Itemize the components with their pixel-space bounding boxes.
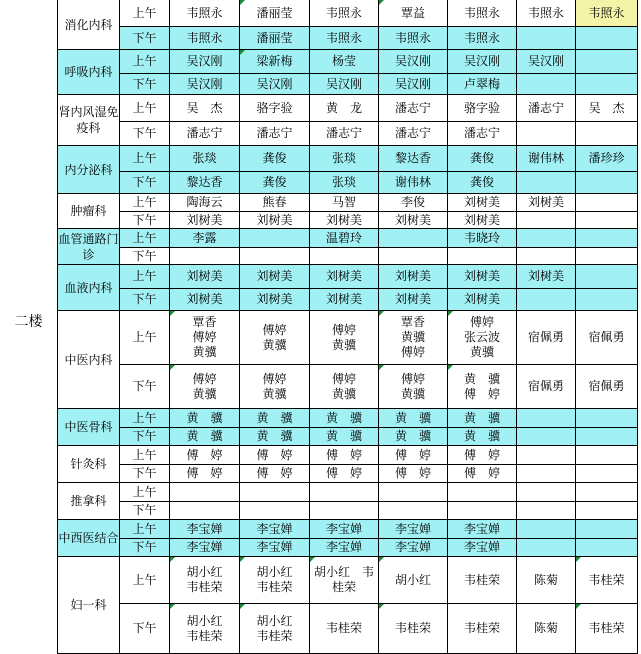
doctor-cell — [576, 172, 638, 194]
doctor-cell: 潘丽莹 — [240, 0, 310, 27]
doctor-cell — [576, 122, 638, 146]
session-cell: 下午 — [120, 428, 170, 446]
doctor-cell: 潘志宁 — [240, 122, 310, 146]
session-cell: 下午 — [120, 502, 170, 520]
doctor-cell — [310, 311, 379, 365]
doctor-cell: 温碧玲 — [310, 229, 379, 248]
doctor-cell — [448, 311, 517, 365]
doctor-cell: 张琰 — [310, 172, 379, 194]
table-row — [58, 465, 638, 483]
doctor-cell: 李宝婵 — [448, 539, 517, 557]
doctor-cell: 龚俊 — [240, 172, 310, 194]
doctor-cell: 刘树美 — [448, 212, 517, 229]
department-cell: 消化内科 — [58, 0, 120, 50]
doctor-cell — [379, 483, 448, 502]
doctor-cell: 韦照永 — [576, 0, 638, 27]
doctor-cell — [448, 365, 517, 409]
doctor-cell: 刘树美 — [448, 194, 517, 212]
doctor-name-line: 胡小红 — [256, 565, 293, 579]
doctor-cell — [448, 502, 517, 520]
doctor-cell: 刘树美 — [240, 265, 310, 289]
doctor-cell: 吴 杰 — [576, 95, 638, 122]
doctor-cell — [379, 248, 448, 265]
session-cell: 下午 — [120, 539, 170, 557]
doctor-cell — [170, 311, 240, 365]
department-cell: 呼吸内科 — [58, 50, 120, 95]
doctor-cell — [517, 520, 576, 539]
doctor-cell — [170, 365, 240, 409]
doctor-cell — [576, 27, 638, 50]
doctor-cell — [517, 409, 576, 428]
table-row — [58, 428, 638, 446]
doctor-name-line: 覃香 — [192, 315, 217, 329]
doctor-cell: 黄 骥 — [448, 428, 517, 446]
doctor-name-line: 黄骥 — [192, 345, 217, 359]
doctor-cell: 宿佩勇 — [576, 365, 638, 409]
doctor-cell: 刘树美 — [517, 194, 576, 212]
doctor-cell: 宿佩勇 — [517, 365, 576, 409]
doctor-cell: 傅 婷 — [448, 465, 517, 483]
doctor-cell — [310, 248, 379, 265]
doctor-cell — [379, 311, 448, 365]
doctor-cell — [576, 502, 638, 520]
doctor-name-line: 桂荣 — [331, 580, 356, 594]
doctor-cell — [576, 409, 638, 428]
doctor-cell: 黄 骥 — [240, 409, 310, 428]
doctor-cell: 刘树美 — [379, 265, 448, 289]
doctor-cell — [240, 311, 310, 365]
doctor-cell — [576, 194, 638, 212]
table-row — [58, 122, 638, 146]
doctor-cell: 韦桂荣 — [576, 604, 638, 654]
department-cell: 血管通路门诊 — [58, 229, 120, 265]
doctor-cell — [240, 248, 310, 265]
doctor-cell: 李宝婵 — [240, 539, 310, 557]
doctor-name-line: 傅婷 — [192, 330, 217, 344]
table-row — [58, 212, 638, 229]
doctor-cell — [379, 502, 448, 520]
session-cell: 上午 — [120, 409, 170, 428]
doctor-name-line: 韦桂荣 — [186, 628, 223, 643]
table-row — [58, 194, 638, 212]
doctor-cell: 谢伟林 — [379, 172, 448, 194]
doctor-name-line: 黄 骥 — [463, 371, 500, 386]
doctor-cell — [576, 520, 638, 539]
doctor-cell: 刘树美 — [310, 212, 379, 229]
doctor-cell: 黄 骥 — [379, 409, 448, 428]
doctor-cell: 骆字验 — [448, 95, 517, 122]
doctor-cell: 韦照永 — [448, 27, 517, 50]
session-cell: 下午 — [120, 172, 170, 194]
doctor-name-line: 胡小红 — [186, 565, 223, 579]
doctor-cell: 龚俊 — [448, 146, 517, 172]
floor-label: 二楼 — [14, 314, 43, 330]
doctor-cell: 卢翠梅 — [448, 74, 517, 95]
doctor-cell: 黄 骥 — [310, 409, 379, 428]
doctor-cell: 潘志宁 — [310, 122, 379, 146]
doctor-name-line: 傅婷 — [400, 371, 425, 386]
doctor-cell — [517, 212, 576, 229]
doctor-cell: 李宝婵 — [240, 520, 310, 539]
doctor-cell: 黄 骥 — [170, 409, 240, 428]
doctor-cell: 黄 骥 — [379, 428, 448, 446]
table-row — [58, 265, 638, 289]
doctor-cell: 傅 婷 — [310, 465, 379, 483]
doctor-cell: 韦晓玲 — [448, 229, 517, 248]
doctor-cell: 吴汉刚 — [379, 74, 448, 95]
doctor-cell: 傅 婷 — [448, 446, 517, 465]
session-cell: 上午 — [120, 446, 170, 465]
doctor-cell: 熊春 — [240, 194, 310, 212]
doctor-cell: 刘树美 — [448, 265, 517, 289]
table-row — [58, 604, 638, 654]
doctor-cell: 李宝婵 — [170, 520, 240, 539]
session-cell: 上午 — [120, 0, 170, 27]
doctor-cell — [517, 539, 576, 557]
doctor-cell: 韦照永 — [448, 0, 517, 27]
doctor-cell: 傅 婷 — [170, 465, 240, 483]
doctor-cell: 张琰 — [170, 146, 240, 172]
session-cell: 下午 — [120, 365, 170, 409]
doctor-cell — [448, 248, 517, 265]
doctor-cell: 刘树美 — [310, 289, 379, 311]
doctor-cell: 潘志宁 — [379, 122, 448, 146]
doctor-cell — [576, 465, 638, 483]
doctor-cell: 宿佩勇 — [517, 311, 576, 365]
doctor-cell: 梁新梅 — [240, 50, 310, 74]
doctor-cell: 韦桂荣 — [576, 557, 638, 604]
doctor-cell — [379, 229, 448, 248]
department-cell: 肾内风湿免疫科 — [58, 95, 120, 146]
doctor-cell — [310, 502, 379, 520]
doctor-name-line: 傅 婷 — [463, 386, 500, 401]
doctor-cell — [170, 557, 240, 604]
doctor-cell — [576, 428, 638, 446]
doctor-cell: 黄 骥 — [240, 428, 310, 446]
doctor-cell: 刘树美 — [310, 265, 379, 289]
doctor-cell — [240, 483, 310, 502]
doctor-cell — [170, 248, 240, 265]
department-cell: 推拿科 — [58, 483, 120, 520]
doctor-cell: 刘树美 — [517, 265, 576, 289]
doctor-cell: 刘树美 — [170, 265, 240, 289]
doctor-cell: 傅 婷 — [240, 465, 310, 483]
session-cell: 上午 — [120, 311, 170, 365]
department-cell: 中西医结合 — [58, 520, 120, 557]
doctor-cell: 李宝婵 — [379, 539, 448, 557]
session-cell: 下午 — [120, 27, 170, 50]
doctor-cell — [576, 539, 638, 557]
doctor-name-line: 傅婷 — [469, 315, 494, 329]
doctor-cell — [240, 229, 310, 248]
doctor-name-line: 傅婷 — [262, 371, 287, 386]
doctor-cell: 韦照永 — [170, 27, 240, 50]
doctor-cell: 黄 骥 — [170, 428, 240, 446]
table-row — [58, 50, 638, 74]
doctor-cell: 黎达香 — [379, 146, 448, 172]
doctor-name-line: 黄骥 — [192, 386, 217, 401]
doctor-cell: 刘树美 — [240, 212, 310, 229]
doctor-cell: 陶海云 — [170, 194, 240, 212]
doctor-cell — [517, 122, 576, 146]
doctor-cell: 骆字验 — [240, 95, 310, 122]
table-row — [58, 539, 638, 557]
doctor-name-line: 傅婷 — [262, 322, 287, 337]
doctor-cell — [379, 365, 448, 409]
doctor-name-line: 胡小红 韦 — [313, 565, 374, 579]
doctor-name-line: 胡小红 — [186, 613, 223, 628]
session-cell: 上午 — [120, 95, 170, 122]
session-cell: 下午 — [120, 289, 170, 311]
doctor-cell — [576, 212, 638, 229]
doctor-cell: 吴汉刚 — [517, 50, 576, 74]
table-row — [58, 146, 638, 172]
doctor-cell — [576, 74, 638, 95]
doctor-cell: 龚俊 — [448, 172, 517, 194]
session-cell: 下午 — [120, 248, 170, 265]
doctor-cell: 黎达香 — [170, 172, 240, 194]
session-cell: 上午 — [120, 146, 170, 172]
session-cell: 上午 — [120, 50, 170, 74]
session-cell: 下午 — [120, 122, 170, 146]
doctor-cell: 韦桂荣 — [448, 604, 517, 654]
doctor-cell: 吴汉刚 — [379, 50, 448, 74]
doctor-cell — [517, 172, 576, 194]
doctor-cell — [448, 483, 517, 502]
doctor-cell: 吴汉刚 — [240, 74, 310, 95]
doctor-cell: 李宝婵 — [310, 520, 379, 539]
department-cell: 肿瘤科 — [58, 194, 120, 229]
doctor-cell: 黄 骥 — [448, 409, 517, 428]
doctor-cell: 谢伟林 — [517, 146, 576, 172]
doctor-cell — [170, 483, 240, 502]
doctor-cell: 李宝婵 — [310, 539, 379, 557]
doctor-cell: 潘志宁 — [379, 95, 448, 122]
doctor-cell — [310, 483, 379, 502]
doctor-name-line: 韦桂荣 — [186, 580, 223, 594]
doctor-cell: 吴汉刚 — [170, 50, 240, 74]
doctor-name-line: 覃香 — [400, 315, 425, 329]
doctor-cell — [170, 604, 240, 654]
doctor-cell: 韦照永 — [310, 27, 379, 50]
doctor-name-line: 黄骥 — [400, 330, 425, 344]
session-cell: 上午 — [120, 557, 170, 604]
doctor-cell: 韦照永 — [517, 0, 576, 27]
doctor-cell — [576, 50, 638, 74]
doctor-cell — [310, 557, 379, 604]
doctor-name-line: 黄骥 — [400, 386, 425, 401]
doctor-cell: 潘丽莹 — [240, 27, 310, 50]
table-row — [58, 311, 638, 365]
doctor-cell: 吴汉刚 — [170, 74, 240, 95]
table-row — [58, 289, 638, 311]
floor-label-cell — [0, 0, 58, 650]
table-row — [58, 502, 638, 520]
doctor-cell: 刘树美 — [448, 289, 517, 311]
doctor-cell: 韦桂荣 — [448, 557, 517, 604]
doctor-cell: 潘志宁 — [170, 122, 240, 146]
doctor-cell: 黄 龙 — [310, 95, 379, 122]
session-cell: 下午 — [120, 212, 170, 229]
session-cell: 上午 — [120, 483, 170, 502]
doctor-cell — [240, 604, 310, 654]
doctor-cell — [517, 465, 576, 483]
doctor-cell — [576, 446, 638, 465]
doctor-cell: 宿佩勇 — [576, 311, 638, 365]
doctor-cell — [517, 483, 576, 502]
doctor-cell: 傅 婷 — [379, 446, 448, 465]
doctor-cell: 潘志宁 — [448, 122, 517, 146]
table-row — [58, 229, 638, 248]
table-row — [58, 520, 638, 539]
table-row — [58, 0, 638, 27]
doctor-name-line: 傅婷 — [331, 371, 356, 386]
department-cell: 中医骨科 — [58, 409, 120, 446]
doctor-cell: 李俊 — [379, 194, 448, 212]
doctor-cell: 韦照永 — [379, 27, 448, 50]
doctor-cell: 韦桂荣 — [379, 604, 448, 654]
doctor-name-line: 黄骥 — [331, 337, 356, 352]
doctor-cell: 吴汉刚 — [448, 50, 517, 74]
doctor-cell: 刘树美 — [240, 289, 310, 311]
table-row — [58, 446, 638, 465]
session-cell: 下午 — [120, 465, 170, 483]
session-cell: 下午 — [120, 74, 170, 95]
table-row — [58, 74, 638, 95]
doctor-cell — [170, 502, 240, 520]
doctor-cell — [517, 428, 576, 446]
table-row — [58, 365, 638, 409]
doctor-cell: 刘树美 — [170, 289, 240, 311]
doctor-cell: 韦桂荣 — [310, 604, 379, 654]
doctor-cell: 吴 杰 — [170, 95, 240, 122]
doctor-cell: 韦照永 — [170, 0, 240, 27]
table-row — [58, 27, 638, 50]
session-cell: 上午 — [120, 520, 170, 539]
doctor-cell — [240, 557, 310, 604]
doctor-cell: 陈菊 — [517, 604, 576, 654]
session-cell: 上午 — [120, 265, 170, 289]
department-cell: 血液内科 — [58, 265, 120, 311]
doctor-name-line: 胡小红 — [256, 613, 293, 628]
doctor-cell — [576, 483, 638, 502]
doctor-name-line: 黄骥 — [469, 345, 494, 359]
doctor-cell: 张琰 — [310, 146, 379, 172]
doctor-cell: 龚俊 — [240, 146, 310, 172]
doctor-cell: 韦照永 — [310, 0, 379, 27]
session-cell: 上午 — [120, 194, 170, 212]
doctor-cell: 黄 骥 — [310, 428, 379, 446]
doctor-cell: 傅 婷 — [170, 446, 240, 465]
department-cell: 针灸科 — [58, 446, 120, 483]
doctor-name-line: 韦桂荣 — [256, 580, 293, 594]
doctor-cell — [240, 502, 310, 520]
doctor-cell — [517, 74, 576, 95]
doctor-cell: 傅 婷 — [310, 446, 379, 465]
doctor-cell: 潘珍珍 — [576, 146, 638, 172]
table-row — [58, 409, 638, 428]
doctor-name-line: 黄骥 — [331, 386, 356, 401]
doctor-cell: 胡小红 — [379, 557, 448, 604]
doctor-cell: 傅 婷 — [379, 465, 448, 483]
doctor-cell: 陈菊 — [517, 557, 576, 604]
doctor-name-line: 傅婷 — [400, 345, 425, 359]
table-row — [58, 483, 638, 502]
table-row — [58, 248, 638, 265]
doctor-name-line: 黄骥 — [262, 337, 287, 352]
doctor-cell — [240, 365, 310, 409]
doctor-cell: 潘志宁 — [517, 95, 576, 122]
doctor-name-line: 傅婷 — [192, 371, 217, 386]
table-row — [58, 172, 638, 194]
doctor-name-line: 黄骥 — [262, 386, 287, 401]
doctor-cell: 李宝婵 — [379, 520, 448, 539]
doctor-cell: 刘树美 — [170, 212, 240, 229]
doctor-cell: 李露 — [170, 229, 240, 248]
doctor-cell: 李宝婵 — [170, 539, 240, 557]
doctor-cell: 杨莹 — [310, 50, 379, 74]
doctor-cell: 李宝婵 — [448, 520, 517, 539]
session-cell: 上午 — [120, 229, 170, 248]
doctor-cell: 傅 婷 — [240, 446, 310, 465]
doctor-cell — [517, 229, 576, 248]
doctor-cell — [517, 289, 576, 311]
department-cell: 中医内科 — [58, 311, 120, 409]
doctor-cell — [576, 229, 638, 248]
doctor-cell — [310, 365, 379, 409]
department-cell: 妇一科 — [58, 557, 120, 654]
doctor-cell: 刘树美 — [379, 212, 448, 229]
doctor-cell: 马智 — [310, 194, 379, 212]
doctor-name-line: 傅婷 — [331, 322, 356, 337]
doctor-cell — [576, 289, 638, 311]
doctor-cell: 吴汉刚 — [310, 74, 379, 95]
table-row — [58, 557, 638, 604]
doctor-name-line: 韦桂荣 — [256, 628, 293, 643]
schedule-table — [57, 0, 638, 654]
table-row — [58, 95, 638, 122]
doctor-name-line: 张云波 — [463, 330, 500, 344]
doctor-cell — [576, 248, 638, 265]
doctor-cell — [517, 446, 576, 465]
doctor-cell: 覃益 — [379, 0, 448, 27]
doctor-cell — [517, 27, 576, 50]
department-cell: 内分泌科 — [58, 146, 120, 194]
session-cell: 下午 — [120, 604, 170, 654]
doctor-cell — [517, 502, 576, 520]
doctor-cell — [517, 248, 576, 265]
doctor-cell: 刘树美 — [379, 289, 448, 311]
doctor-cell — [576, 265, 638, 289]
